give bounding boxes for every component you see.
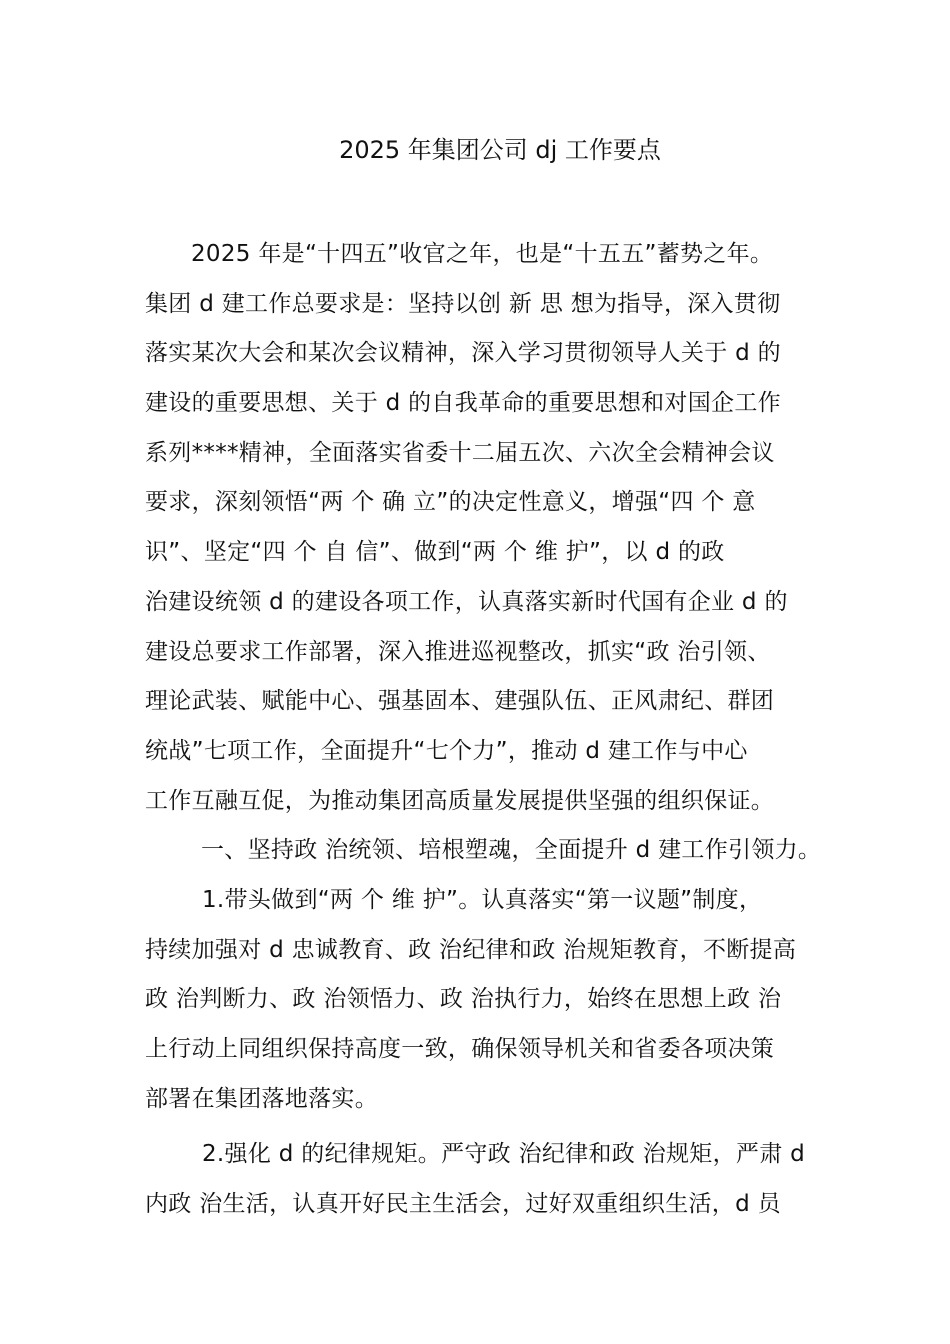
document-title: 2025 年集团公司 dj 工作要点 [339,136,661,164]
paragraph-line: 建设总要求工作部署，深入推进巡视整改，抓实“政 治引领、 [145,638,771,665]
paragraph-line: 落实某次大会和某次会议精神，深入学习贯彻领导人关于 d 的 [145,340,781,367]
paragraph-line: 统战”七项工作，全面提升“七个力”，推动 d 建工作与中心 [145,737,748,764]
paragraph-line: 内政 治生活，认真开好民主生活会，过好双重组织生活，d 员 [145,1191,781,1218]
paragraph-line: 部署在集团落地落实。 [145,1085,378,1112]
paragraph-line: 识”、坚定“四 个 自 信”、做到“两 个 维 护”，以 d 的政 [145,539,725,566]
document-body [145,230,825,1230]
paragraph-line: 建设的重要思想、关于 d 的自我革命的重要思想和对国企工作 [145,390,781,417]
paragraph-line: 持续加强对 d 忠诚教育、政 治纪律和政 治规矩教育，不断提高 [145,936,797,963]
paragraph-line: 治建设统领 d 的建设各项工作，认真落实新时代国有企业 d 的 [145,588,788,615]
paragraph-line: 要求，深刻领悟“两 个 确 立”的决定性意义，增强“四 个 意 [145,489,756,516]
paragraph-line: 理论武装、赋能中心、强基固本、建强队伍、正风肃纪、群团 [145,688,775,715]
paragraph-line: 政 治判断力、政 治领悟力、政 治执行力，始终在思想上政 治 [145,986,782,1013]
paragraph-line: 系列****精神，全面落实省委十二届五次、六次全会精神会议 [145,439,775,466]
paragraph-line: 2025 年是“十四五”收官之年，也是“十五五”蓄势之年。 [191,241,774,267]
paragraph-line: 1.带头做到“两 个 维 护”。认真落实“第一议题”制度， [202,886,763,913]
section-heading: 一、坚持政 治统领、培根塑魂，全面提升 d 建工作引领力。 [201,837,822,864]
paragraph-line: 上行动上同组织保持高度一致，确保领导机关和省委各项决策 [145,1036,775,1062]
paragraph-line: 集团 d 建工作总要求是：坚持以创 新 思 想为指导，深入贯彻 [145,290,781,317]
paragraph-line: 2.强化 d 的纪律规矩。严守政 治纪律和政 治规矩，严肃 d [202,1141,805,1168]
paragraph-line: 工作互融互促，为推动集团高质量发展提供坚强的组织保证。 [145,787,775,814]
